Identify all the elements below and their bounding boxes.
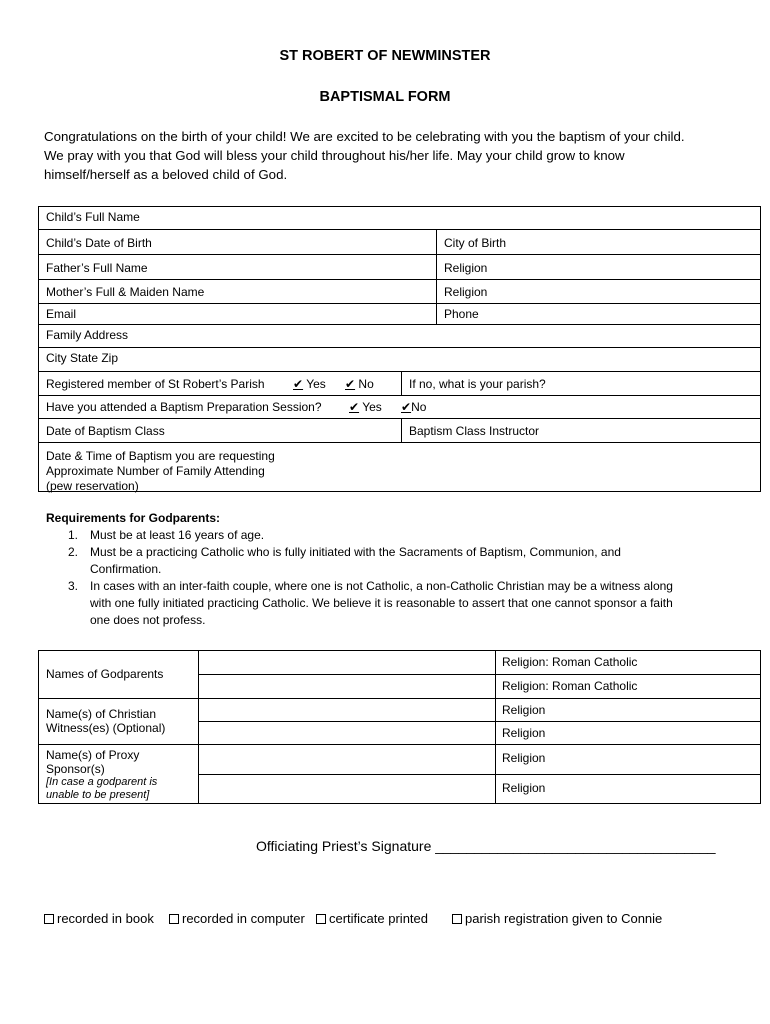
check-mark-icon: ✔ xyxy=(345,377,356,391)
godparents-label: Names of Godparents xyxy=(39,651,199,698)
proxy-row xyxy=(39,744,760,803)
item-text: Must be a practicing Catholic who is fully initiated with the Sacraments of Baptism, Communion, and xyxy=(90,545,621,559)
witness-name-field[interactable] xyxy=(199,699,496,721)
witness-religion[interactable]: Religion xyxy=(502,703,546,717)
pew-reservation-label: (pew reservation) xyxy=(46,479,139,493)
baptism-datetime-label: Date & Time of Baptism you are requesting xyxy=(46,449,275,463)
child-dob-field[interactable] xyxy=(39,230,436,254)
witness-religion[interactable]: Religion xyxy=(502,726,546,740)
city-of-birth-field[interactable] xyxy=(436,230,760,254)
item-text: In cases with an inter-faith couple, where one is not Catholic, a non-Catholic Christian may be a witness along xyxy=(90,579,673,593)
requirements-title: Requirements for Godparents: xyxy=(46,511,221,525)
list-item xyxy=(46,527,726,544)
item-text: Confirmation. xyxy=(90,562,162,576)
registered-yes-option[interactable] xyxy=(293,377,326,392)
godparents-table xyxy=(38,650,761,804)
item-number: 3. xyxy=(68,579,79,593)
witness-label-line: Witness(es) (Optional) xyxy=(46,721,166,735)
registered-no-option[interactable] xyxy=(345,377,374,392)
list-item xyxy=(46,544,726,578)
registered-member-field xyxy=(39,372,401,395)
check-mark-icon: ✔ xyxy=(349,400,360,414)
no-label: No xyxy=(411,400,427,414)
baptism-datetime-field[interactable] xyxy=(39,443,760,464)
no-label: No xyxy=(358,377,374,391)
father-row xyxy=(39,254,760,279)
proxy-religion[interactable]: Religion xyxy=(502,751,546,765)
prep-no-option[interactable] xyxy=(401,400,426,415)
phone-field[interactable] xyxy=(436,304,760,324)
other-parish-label: If no, what is your parish? xyxy=(409,377,546,391)
registered-member-label: Registered member of St Robert’s Parish xyxy=(46,377,265,391)
family-attending-field[interactable] xyxy=(39,464,760,496)
class-date-label: Date of Baptism Class xyxy=(46,424,165,438)
godparent-religion: Religion: Roman Catholic xyxy=(502,655,638,669)
item-number: 1. xyxy=(68,528,79,542)
item-text: Must be at least 16 years of age. xyxy=(90,528,265,542)
email-field[interactable] xyxy=(39,304,436,324)
other-parish-field[interactable] xyxy=(401,372,760,395)
checkbox-icon xyxy=(169,914,179,924)
email-label: Email xyxy=(46,307,77,321)
check-mark-icon: ✔ xyxy=(293,377,304,391)
intro-line: himself/herself as a beloved child of God. xyxy=(44,167,288,182)
parish-registration-checkbox[interactable] xyxy=(452,911,662,926)
parish-title: ST ROBERT OF NEWMINSTER xyxy=(279,48,491,64)
prep-yes-option[interactable] xyxy=(349,400,382,415)
mother-religion-field[interactable] xyxy=(436,280,760,303)
witness-label-line: Name(s) of Christian xyxy=(46,707,157,721)
priest-signature-line[interactable]: Officiating Priest’s Signature ____________________________________ xyxy=(256,838,716,854)
prep-session-row xyxy=(39,395,760,418)
class-instructor-label: Baptism Class Instructor xyxy=(409,424,540,438)
city-of-birth-label: City of Birth xyxy=(444,236,507,250)
father-religion-label: Religion xyxy=(444,261,488,275)
registration-form xyxy=(38,206,761,492)
mother-name-label: Mother’s Full & Maiden Name xyxy=(46,285,205,299)
contact-row xyxy=(39,303,760,324)
prep-session-field xyxy=(39,396,760,418)
child-name-label: Child’s Full Name xyxy=(46,210,140,224)
baptism-request-row xyxy=(39,442,760,491)
mother-name-field[interactable] xyxy=(39,280,436,303)
recorded-in-book-checkbox[interactable] xyxy=(44,911,154,926)
family-attending-label: Approximate Number of Family Attending xyxy=(46,464,265,478)
checkbox-label: certificate printed xyxy=(329,911,428,926)
proxy-name-field[interactable] xyxy=(199,745,496,774)
registered-member-row xyxy=(39,371,760,395)
requirements-list xyxy=(46,527,726,629)
mother-religion-label: Religion xyxy=(444,285,488,299)
class-date-field[interactable] xyxy=(39,419,401,442)
yes-label: Yes xyxy=(306,377,326,391)
godparent-name-field[interactable] xyxy=(199,651,496,674)
form-title: BAPTISMAL FORM xyxy=(319,89,451,105)
class-instructor-field[interactable] xyxy=(401,419,760,442)
checkbox-icon xyxy=(452,914,462,924)
godparents-row xyxy=(39,651,760,698)
item-number: 2. xyxy=(68,545,79,559)
godparent-name-field[interactable] xyxy=(199,675,496,698)
recorded-in-computer-checkbox[interactable] xyxy=(169,911,305,926)
father-name-label: Father’s Full Name xyxy=(46,261,148,275)
intro-text xyxy=(44,127,734,184)
child-dob-label: Child’s Date of Birth xyxy=(46,236,152,250)
proxy-religion[interactable]: Religion xyxy=(502,780,546,795)
list-item xyxy=(46,578,726,629)
godparent-requirements xyxy=(46,510,726,629)
proxy-label-line: Sponsor(s) xyxy=(46,762,105,776)
yes-label: Yes xyxy=(362,400,382,414)
city-state-zip-label: City State Zip xyxy=(46,351,119,365)
proxy-label-line: Name(s) of Proxy xyxy=(46,748,140,762)
checkbox-icon xyxy=(316,914,326,924)
checkbox-label: recorded in book xyxy=(57,911,154,926)
phone-label: Phone xyxy=(444,307,479,321)
item-text: with one fully initiated practicing Catholic. We believe it is reasonable to assert that one cannot sponsor a faith xyxy=(90,596,673,610)
intro-line: Congratulations on the birth of your child! We are excited to be celebrating with you the baptism of your child. xyxy=(44,129,685,144)
class-row xyxy=(39,418,760,442)
father-name-field[interactable] xyxy=(39,255,436,279)
city-state-zip-row[interactable] xyxy=(39,347,760,371)
certificate-printed-checkbox[interactable] xyxy=(316,911,428,926)
witness-name-field[interactable] xyxy=(199,722,496,744)
checkbox-label: recorded in computer xyxy=(182,911,305,926)
child-dob-row xyxy=(39,229,760,254)
address-row[interactable] xyxy=(39,324,760,347)
item-text: one does not profess. xyxy=(90,613,206,627)
proxy-label xyxy=(39,745,199,803)
family-address-label: Family Address xyxy=(46,328,129,342)
father-religion-field[interactable] xyxy=(436,255,760,279)
intro-line: We pray with you that God will bless your child throughout his/her life. May your child grow to know xyxy=(44,148,625,163)
checkbox-label: parish registration given to Connie xyxy=(465,911,663,926)
prep-session-label: Have you attended a Baptism Preparation Session? xyxy=(46,400,322,414)
proxy-note: unable to be present] xyxy=(46,789,150,801)
proxy-note: [In case a godparent is xyxy=(46,776,158,788)
witness-row xyxy=(39,698,760,744)
godparent-religion: Religion: Roman Catholic xyxy=(502,679,638,693)
child-name-row[interactable] xyxy=(39,207,760,229)
proxy-name-field[interactable] xyxy=(199,775,496,804)
checkbox-icon xyxy=(44,914,54,924)
witness-label xyxy=(39,699,199,744)
mother-row xyxy=(39,279,760,303)
check-mark-icon: ✔ xyxy=(401,400,412,414)
